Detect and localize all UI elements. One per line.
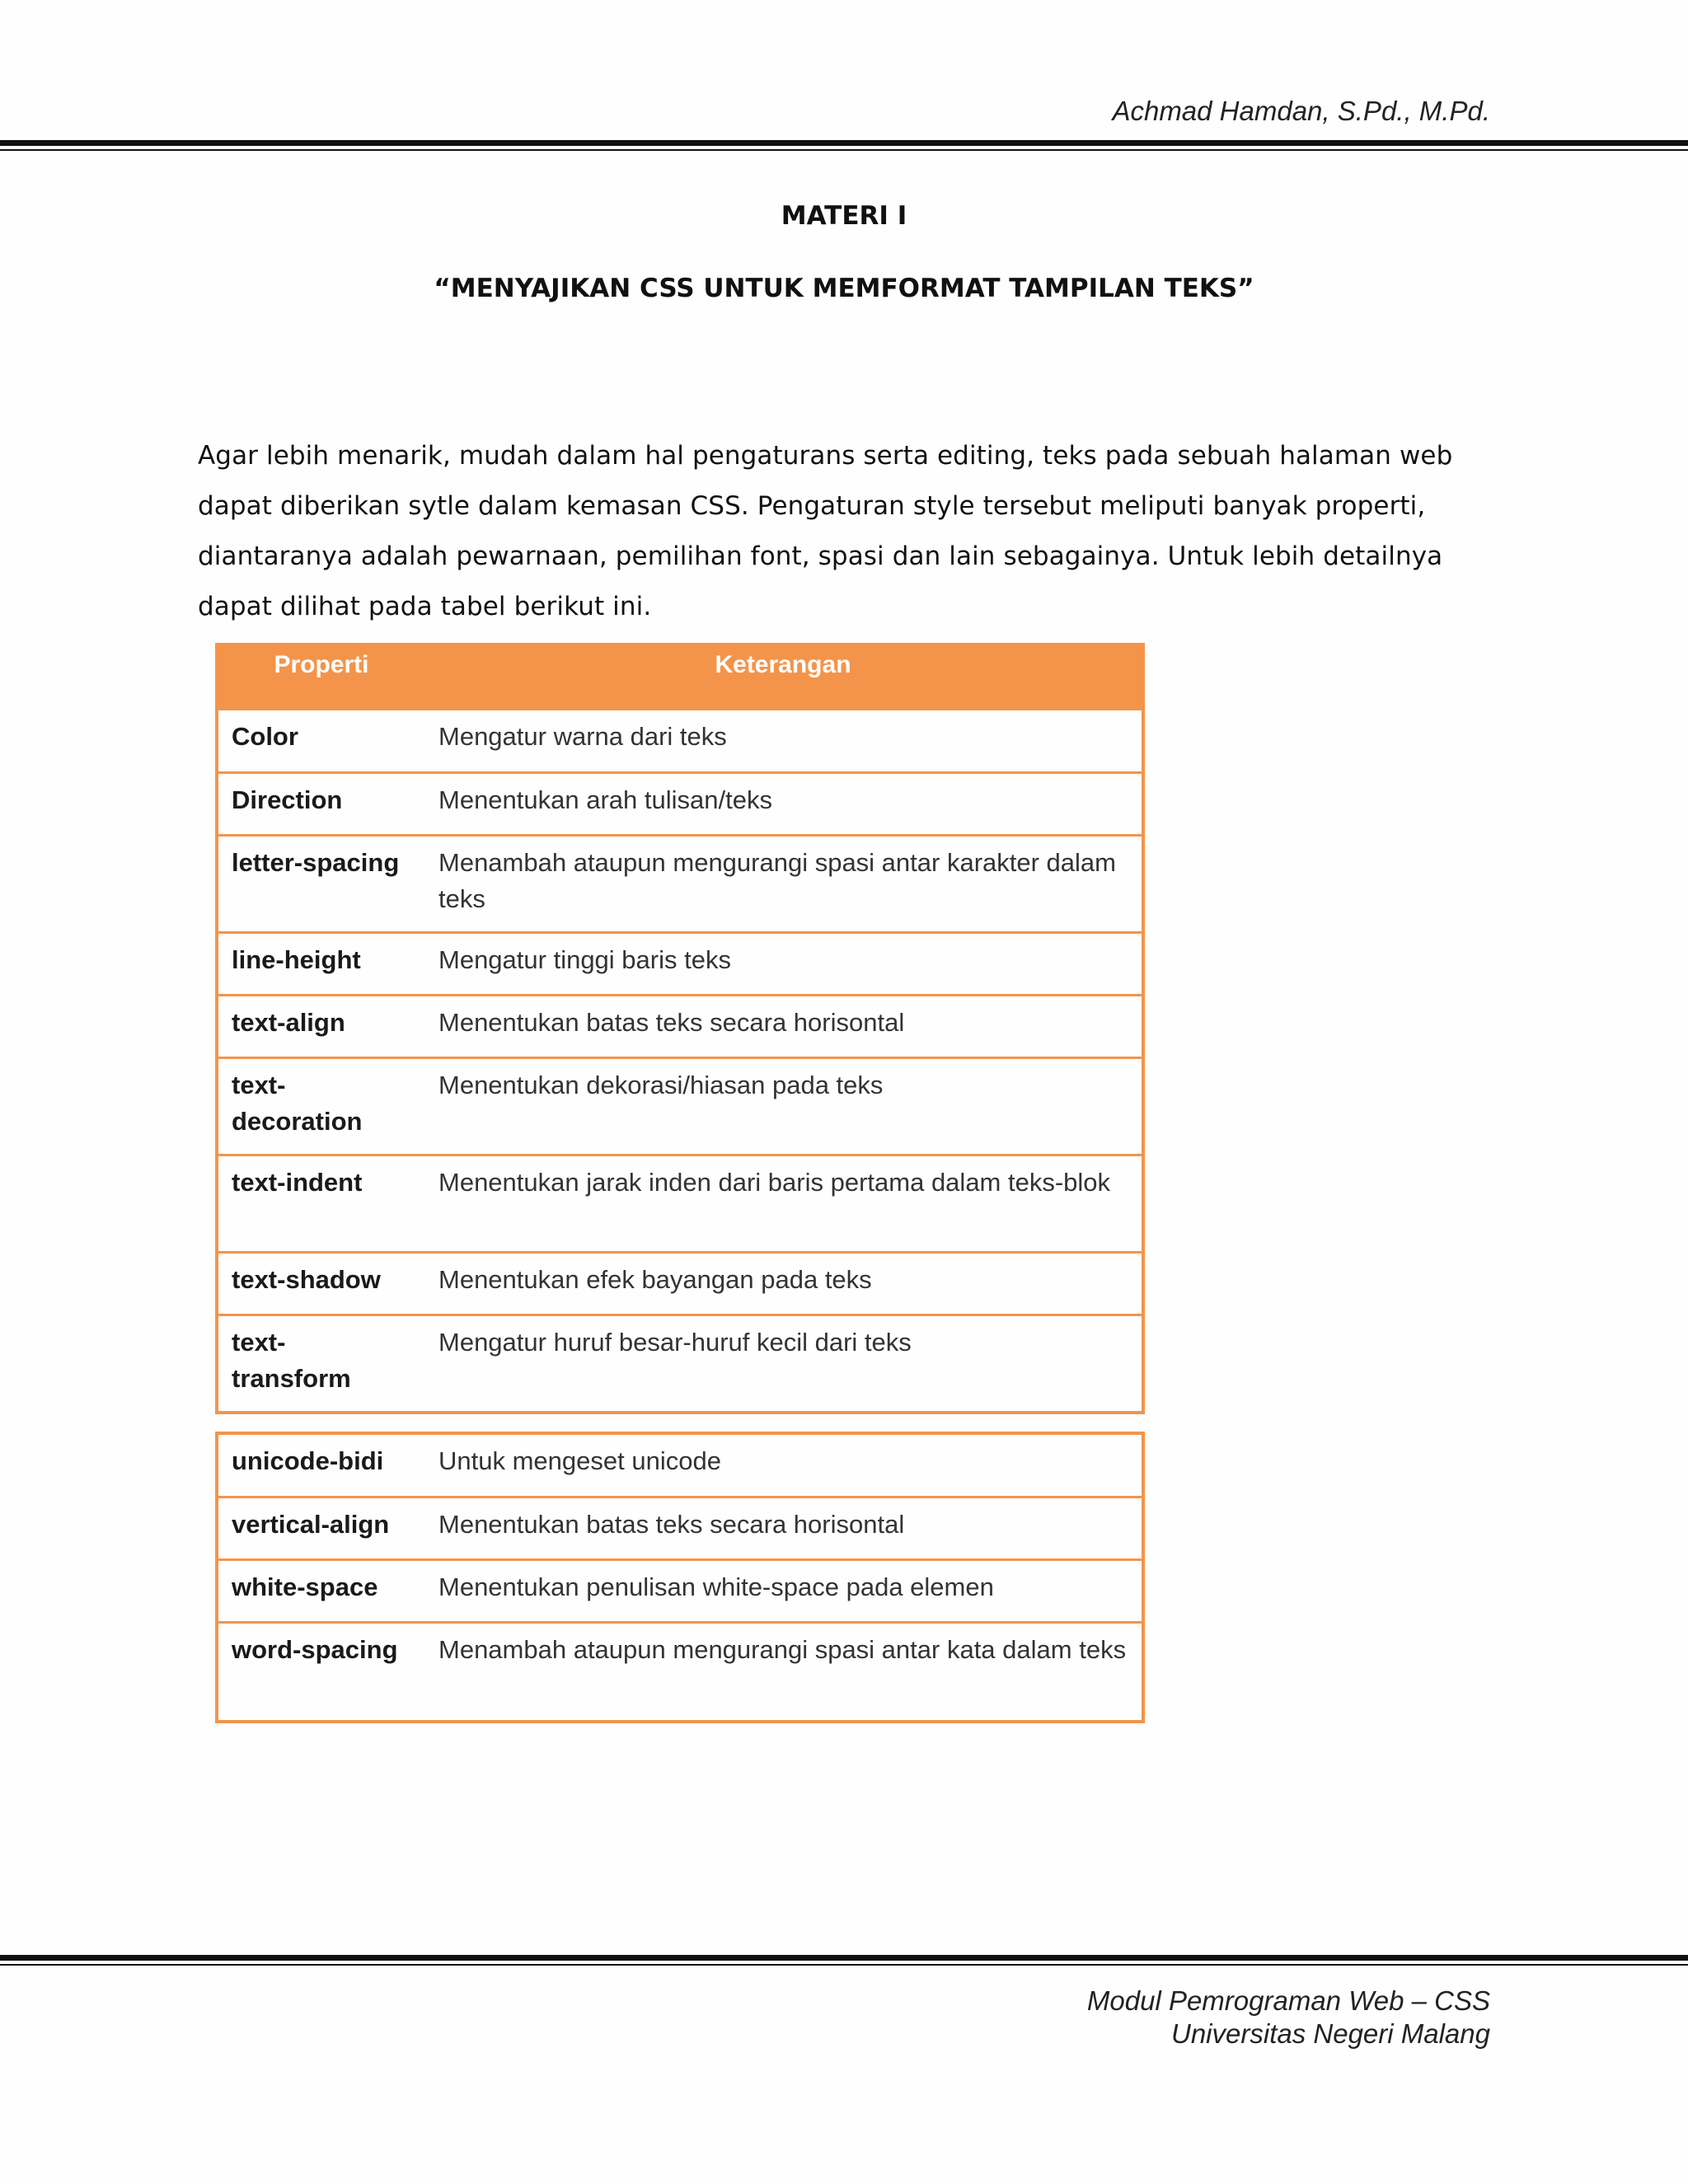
header-property: Properti: [274, 651, 369, 678]
table-row: [218, 931, 1142, 994]
page-footer: [1087, 1985, 1490, 2050]
property-description: Menentukan penulisan white-space pada elemen: [438, 1572, 994, 1601]
property-name: Direction: [232, 785, 343, 814]
properties-table: [215, 643, 1145, 1414]
property-name: word-spacing: [232, 1635, 398, 1664]
table-row: [218, 1251, 1142, 1314]
property-description: Untuk mengeset unicode: [438, 1446, 721, 1475]
table-header: [218, 646, 1142, 710]
property-description: Menentukan dekorasi/hiasan pada teks: [438, 1071, 884, 1099]
header-description: Keterangan: [715, 651, 851, 678]
table-row: [218, 1057, 1142, 1154]
footer-rule: [0, 1955, 1688, 1966]
property-description: Mengatur tinggi baris teks: [438, 945, 731, 974]
property-name: text-align: [232, 1008, 345, 1037]
footer-module-title: Modul Pemrograman Web – CSS: [1086, 1985, 1490, 2016]
table-row: [218, 1435, 1142, 1496]
property-description: Menambah ataupun mengurangi spasi antar karakter dalam teks: [438, 848, 1116, 913]
header-author: Achmad Hamdan, S.Pd., M.Pd.: [1112, 96, 1490, 126]
property-name: white-space: [232, 1572, 378, 1601]
table-row: [218, 1154, 1142, 1251]
chapter-subtitle: “MENYAJIKAN CSS UNTUK MEMFORMAT TAMPILAN TEKS”: [434, 274, 1254, 303]
property-name: text-decoration: [232, 1071, 363, 1136]
property-description: Menentukan arah tulisan/teks: [438, 785, 772, 814]
table-row: [218, 1621, 1142, 1720]
property-description: Menentukan batas teks secara horisontal: [438, 1510, 905, 1539]
table-row: [218, 771, 1142, 834]
property-description: Menentukan jarak inden dari baris pertama dalam teks-blok: [438, 1168, 1111, 1197]
property-name: text-transform: [232, 1328, 351, 1393]
property-description: Menambah ataupun mengurangi spasi antar kata dalam teks: [438, 1635, 1127, 1664]
properties-table-continued: [215, 1432, 1145, 1723]
table-row: [218, 1496, 1142, 1558]
intro-paragraph: Agar lebih menarik, mudah dalam hal pengaturans serta editing, teks pada sebuah halaman web dapat diberikan sytle dalam kemasan CSS. Pengaturan style tersebut meliputi banyak properti, diantaranya adalah pewarnaan, pemilihan font, spasi dan lain sebagainya. Untuk lebih detailnya dapat dilihat pada tabel berikut ini.: [198, 441, 1453, 621]
table-row: [218, 1558, 1142, 1621]
property-name: Color: [232, 722, 298, 751]
footer-university: Universitas Negeri Malang: [1171, 2018, 1490, 2049]
property-name: letter-spacing: [232, 848, 400, 877]
header-rule: [0, 140, 1688, 151]
table-row: [218, 1314, 1142, 1411]
table-row: [218, 834, 1142, 931]
chapter-title: MATERI I: [781, 201, 907, 231]
property-name: text-shadow: [232, 1265, 381, 1294]
table-row: [218, 994, 1142, 1057]
property-name: vertical-align: [232, 1510, 390, 1539]
property-name: unicode-bidi: [232, 1446, 384, 1475]
property-description: Menentukan batas teks secara horisontal: [438, 1008, 905, 1037]
property-description: Menentukan efek bayangan pada teks: [438, 1265, 872, 1294]
property-description: Mengatur huruf besar-huruf kecil dari teks: [438, 1328, 912, 1357]
property-name: text-indent: [232, 1168, 363, 1197]
property-name: line-height: [232, 945, 361, 974]
property-description: Mengatur warna dari teks: [438, 722, 727, 751]
table-row: [218, 710, 1142, 771]
